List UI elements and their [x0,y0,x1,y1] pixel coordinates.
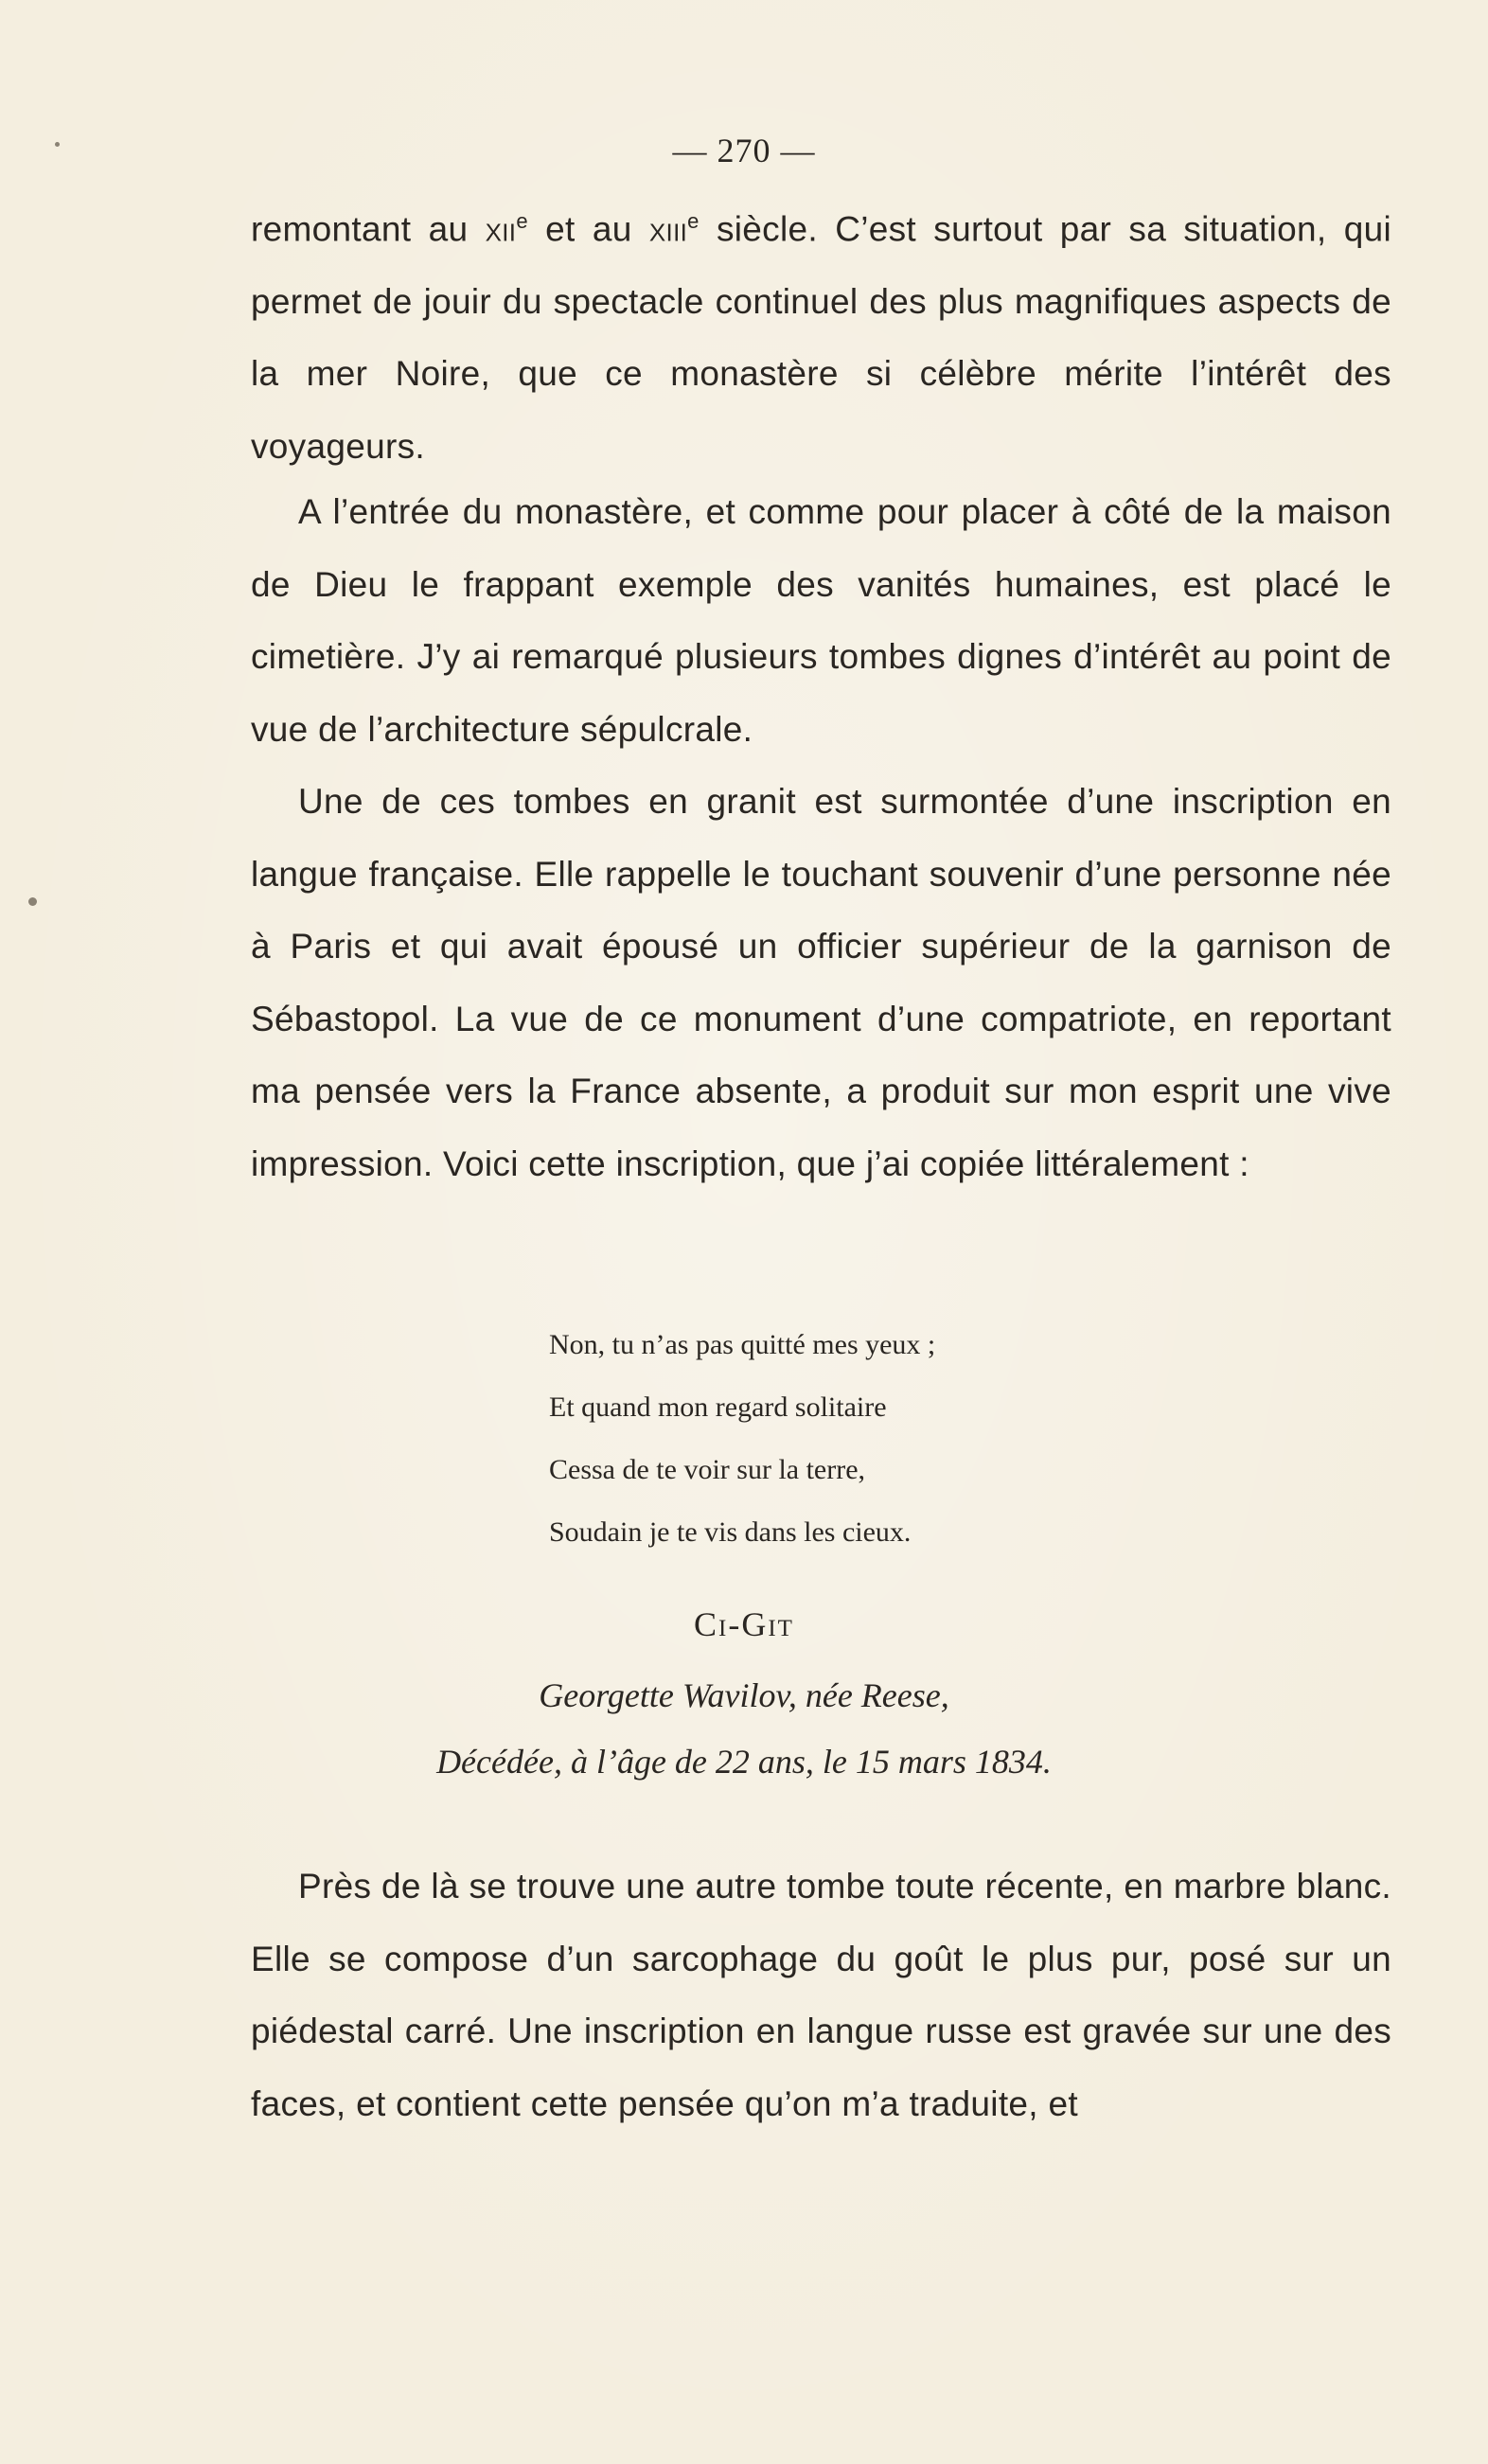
paragraph-2-text: A l’entrée du monastère, et comme pour placer à côté de la maison de Dieu le frappant exemple des vanités humaines, est placé le cimetière. J’y ai remarqué plusieurs tombes dignes d’intérêt au point de vue de l’architecture sépulcrale. [251,492,1391,749]
paragraph-1 [251,186,1391,483]
poem-line: Cessa de te voir sur la terre, [549,1454,866,1485]
p1-century-13: xiii [648,209,688,249]
poem-line: Soudain je te vis dans les cieux. [549,1516,912,1548]
p1-text-c: siècle. C’est surtout par sa situation, qui permet de jouir du spectacle continuel des plus magnifiques aspects de la mer Noire, que ce monastère si célèbre mérite l’intérêt des voyageurs. [251,209,1392,466]
paragraph-3 [251,766,1391,1200]
paragraph-4-text: Près de là se trouve une autre tombe toute récente, en marbre blanc. Elle se compose d’un sarcophage du goût le plus pur, posé sur un piédestal carré. Une inscription en langue russe est gravée sur une des faces, et contient cette pensée qu’on m’a traduite, et [251,1867,1391,2123]
p1-sup-2: e [687,209,700,233]
p1-text-a: remontant au [251,209,486,249]
p1-sup-1: e [516,209,528,233]
epitaph-date: Décédée, à l’âge de 22 ans, le 15 mars 1834. [436,1743,1052,1781]
poem-line: Non, tu n’as pas quitté mes yeux ; [549,1329,936,1360]
margin-speck [28,897,37,906]
paragraph-4 [251,1851,1391,2140]
poem [549,1314,935,1564]
page-number: — 270 — [672,132,816,169]
p1-century-12: xii [485,209,517,249]
p1-text-b: et au [527,209,649,249]
poem-line: Et quand mon regard solitaire [549,1392,887,1423]
margin-speck [55,142,60,147]
epitaph-title: Ci-Git [694,1605,794,1643]
paragraph-3-text: Une de ces tombes en granit est surmontée d’une inscription en langue française. Elle rappelle le touchant souvenir d’une personne née à Paris et qui avait épousé un officier supérieur de la garnison de Sébastopol. La vue de ce monument d’une compatriote, en reportant ma pensée vers la France absente, a produit sur mon esprit une vive impression. Voici cette inscription, que j’ai copiée littéralement : [251,782,1391,1183]
paragraph-2 [251,476,1391,766]
epitaph-name: Georgette Wavilov, née Reese, [539,1676,949,1714]
